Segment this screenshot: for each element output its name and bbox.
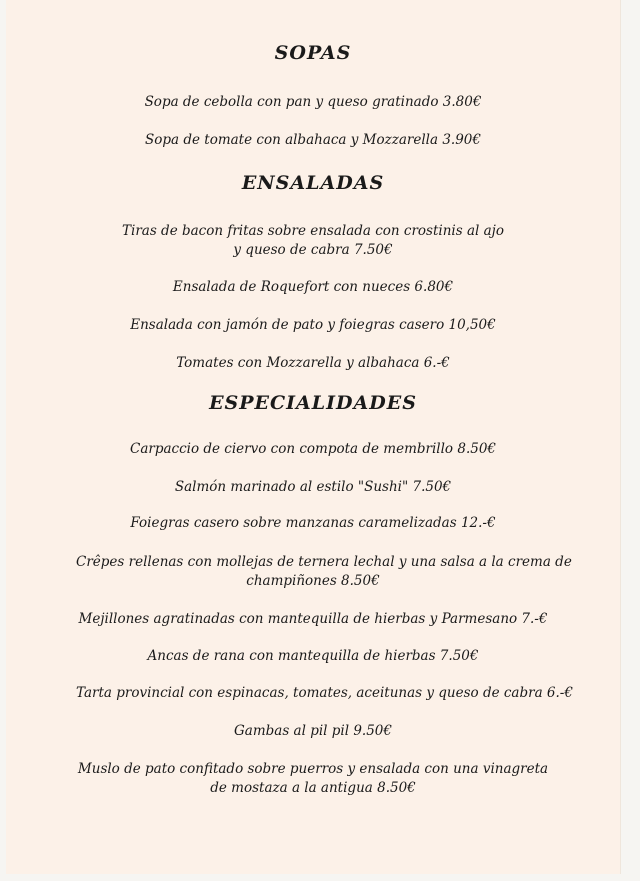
menu-item-line: champiñones 8.50€ [246, 573, 380, 589]
menu-item [76, 610, 550, 629]
menu-item [76, 440, 550, 459]
menu-item-line: Muslo de pato confitado sobre puerros y ensalada con una vinagreta [77, 761, 549, 777]
menu-page [6, 0, 620, 874]
menu-item [76, 278, 550, 297]
menu-item [76, 316, 550, 335]
section-title-ensaladas: ENSALADAS [241, 172, 385, 194]
section-title-sopas: SOPAS [274, 42, 352, 64]
menu-item-line: Carpaccio de ciervo con compota de membrillo 8.50€ [130, 441, 496, 457]
menu-item-line: Sopa de cebolla con pan y queso gratinado 3.80€ [144, 94, 482, 110]
menu-item-line: Salmón marinado al estilo "Sushi" 7.50€ [174, 479, 452, 495]
menu-item [76, 222, 550, 260]
menu [6, 0, 620, 874]
menu-item [76, 760, 550, 798]
menu-item [76, 647, 550, 666]
menu-item-line: Ancas de rana con mantequilla de hierbas 7.50€ [147, 648, 479, 664]
menu-item-line: Gambas al pil pil 9.50€ [234, 723, 392, 739]
menu-item [76, 131, 550, 150]
menu-item-line: Ensalada de Roquefort con nueces 6.80€ [172, 279, 454, 295]
menu-item-line: Sopa de tomate con albahaca y Mozzarella 3.90€ [145, 132, 481, 148]
menu-item [76, 354, 550, 373]
menu-item-line: de mostaza a la antigua 8.50€ [210, 780, 416, 796]
menu-item [76, 553, 572, 591]
menu-item-line: Crêpes rellenas con mollejas de ternera lechal y una salsa a la crema de [76, 554, 572, 570]
menu-item [76, 93, 550, 112]
menu-item [76, 514, 550, 533]
menu-item [76, 722, 550, 741]
menu-item [76, 478, 550, 497]
menu-item-line: Tiras de bacon fritas sobre ensalada con crostinis al ajo [122, 223, 504, 239]
menu-item [76, 684, 573, 703]
section-title-especialidades: ESPECIALIDADES [209, 392, 417, 414]
menu-item-line: Mejillones agratinadas con mantequilla de hierbas y Parmesano 7.-€ [78, 611, 548, 627]
menu-item-line: Tarta provincial con espinacas, tomates, aceitunas y queso de cabra 6.-€ [76, 685, 573, 701]
menu-item-line: Foiegras casero sobre manzanas caramelizadas 12.-€ [130, 515, 496, 531]
menu-item-line: Tomates con Mozzarella y albahaca 6.-€ [176, 355, 450, 371]
menu-item-line: y queso de cabra 7.50€ [233, 242, 393, 258]
menu-item-line: Ensalada con jamón de pato y foiegras casero 10,50€ [130, 317, 496, 333]
